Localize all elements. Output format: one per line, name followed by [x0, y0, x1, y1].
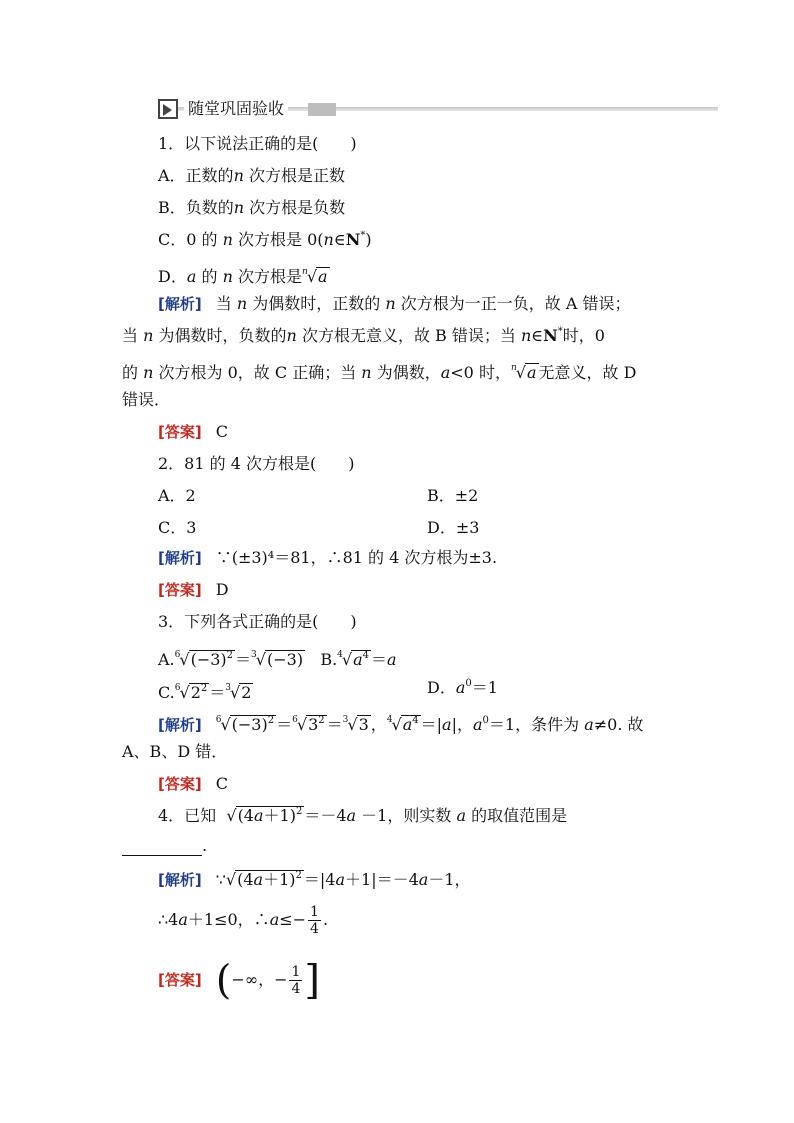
q3-analysis-line1: [解析] $^6√(-3)^2 =^6√3^2 =^3√3$ ，$^4√a^4 =|a|$，$a^0=1$，条件为 a≠0. 故: [158, 715, 644, 734]
q1-option-a: A．正数的n 次方根是正数: [158, 166, 345, 185]
banner-block: [308, 103, 336, 116]
q1-option-c: C．0 的 n 次方根是 0(n∈N*): [158, 230, 372, 249]
q1-analysis-line2: 当 n 为偶数时，负数的n 次方根无意义，故 B 错误；当 n∈N*时，0: [122, 326, 605, 345]
q1-analysis-line3: 的 n 次方根为 0，故 C 正确；当 n 为偶数，a<0 时，$^n$√a 无意义，故 D: [122, 363, 637, 382]
q4-analysis-line2: ∴4a＋1≤0，∴a≤− $\frac{1}{4}$ .: [158, 904, 329, 937]
q3-option-d: D．$a^0=1$: [427, 678, 498, 697]
q1-answer: [答案] C: [158, 422, 228, 441]
section-title: 随堂巩固验收: [184, 98, 288, 120]
q2-option-d: D．±3: [427, 518, 480, 537]
q3-options-ab: $A.^6√(-3)^2 =^3√(-3)$ $B.^4√a^4 =a$: [158, 650, 397, 669]
q4-analysis-line1: [解析] $\because√(4a+1)^2 =|4a+1|=-4a-1$，: [158, 870, 471, 889]
play-icon: [158, 99, 178, 119]
q3-stem: 3．下列各式正确的是( ): [158, 612, 357, 631]
q2-answer: [答案] D: [158, 580, 229, 599]
q2-stem: 2．81 的 4 次方根是( ): [158, 454, 355, 473]
q1-option-b: B．负数的n 次方根是负数: [158, 198, 346, 217]
q4-answer-blank: .: [122, 836, 207, 856]
q2-option-b: B．±2: [427, 486, 479, 505]
q4-answer: [答案] (−∞，− $\frac{1}{4}$ ]: [158, 957, 321, 1004]
q3-answer: [答案] C: [158, 774, 228, 793]
q3-option-c: $C.^6√2^2 =^3√2$: [158, 683, 252, 702]
q1-stem: 1．以下说法正确的是( ): [158, 134, 357, 153]
q2-option-a: A．2: [158, 486, 196, 505]
q2-analysis: [解析] ∵(±3)⁴＝81，∴81 的 4 次方根为±3.: [158, 548, 498, 567]
q1-analysis-line1: [解析] 当 n 为偶数时，正数的 n 次方根为一正一负，故 A 错误；: [158, 294, 631, 313]
q1-option-d: D．a 的 n 次方根是$^n$√a: [158, 267, 328, 286]
q4-stem: 4．已知 $√(4a+1)^2 =-4a -1$，则实数 a 的取值范围是: [158, 806, 568, 825]
q2-option-c: C．3: [158, 518, 197, 537]
section-banner: [158, 98, 718, 120]
q1-analysis-line4: 错误．: [122, 390, 171, 409]
q3-analysis-line2: A、B、D 错．: [122, 742, 228, 761]
